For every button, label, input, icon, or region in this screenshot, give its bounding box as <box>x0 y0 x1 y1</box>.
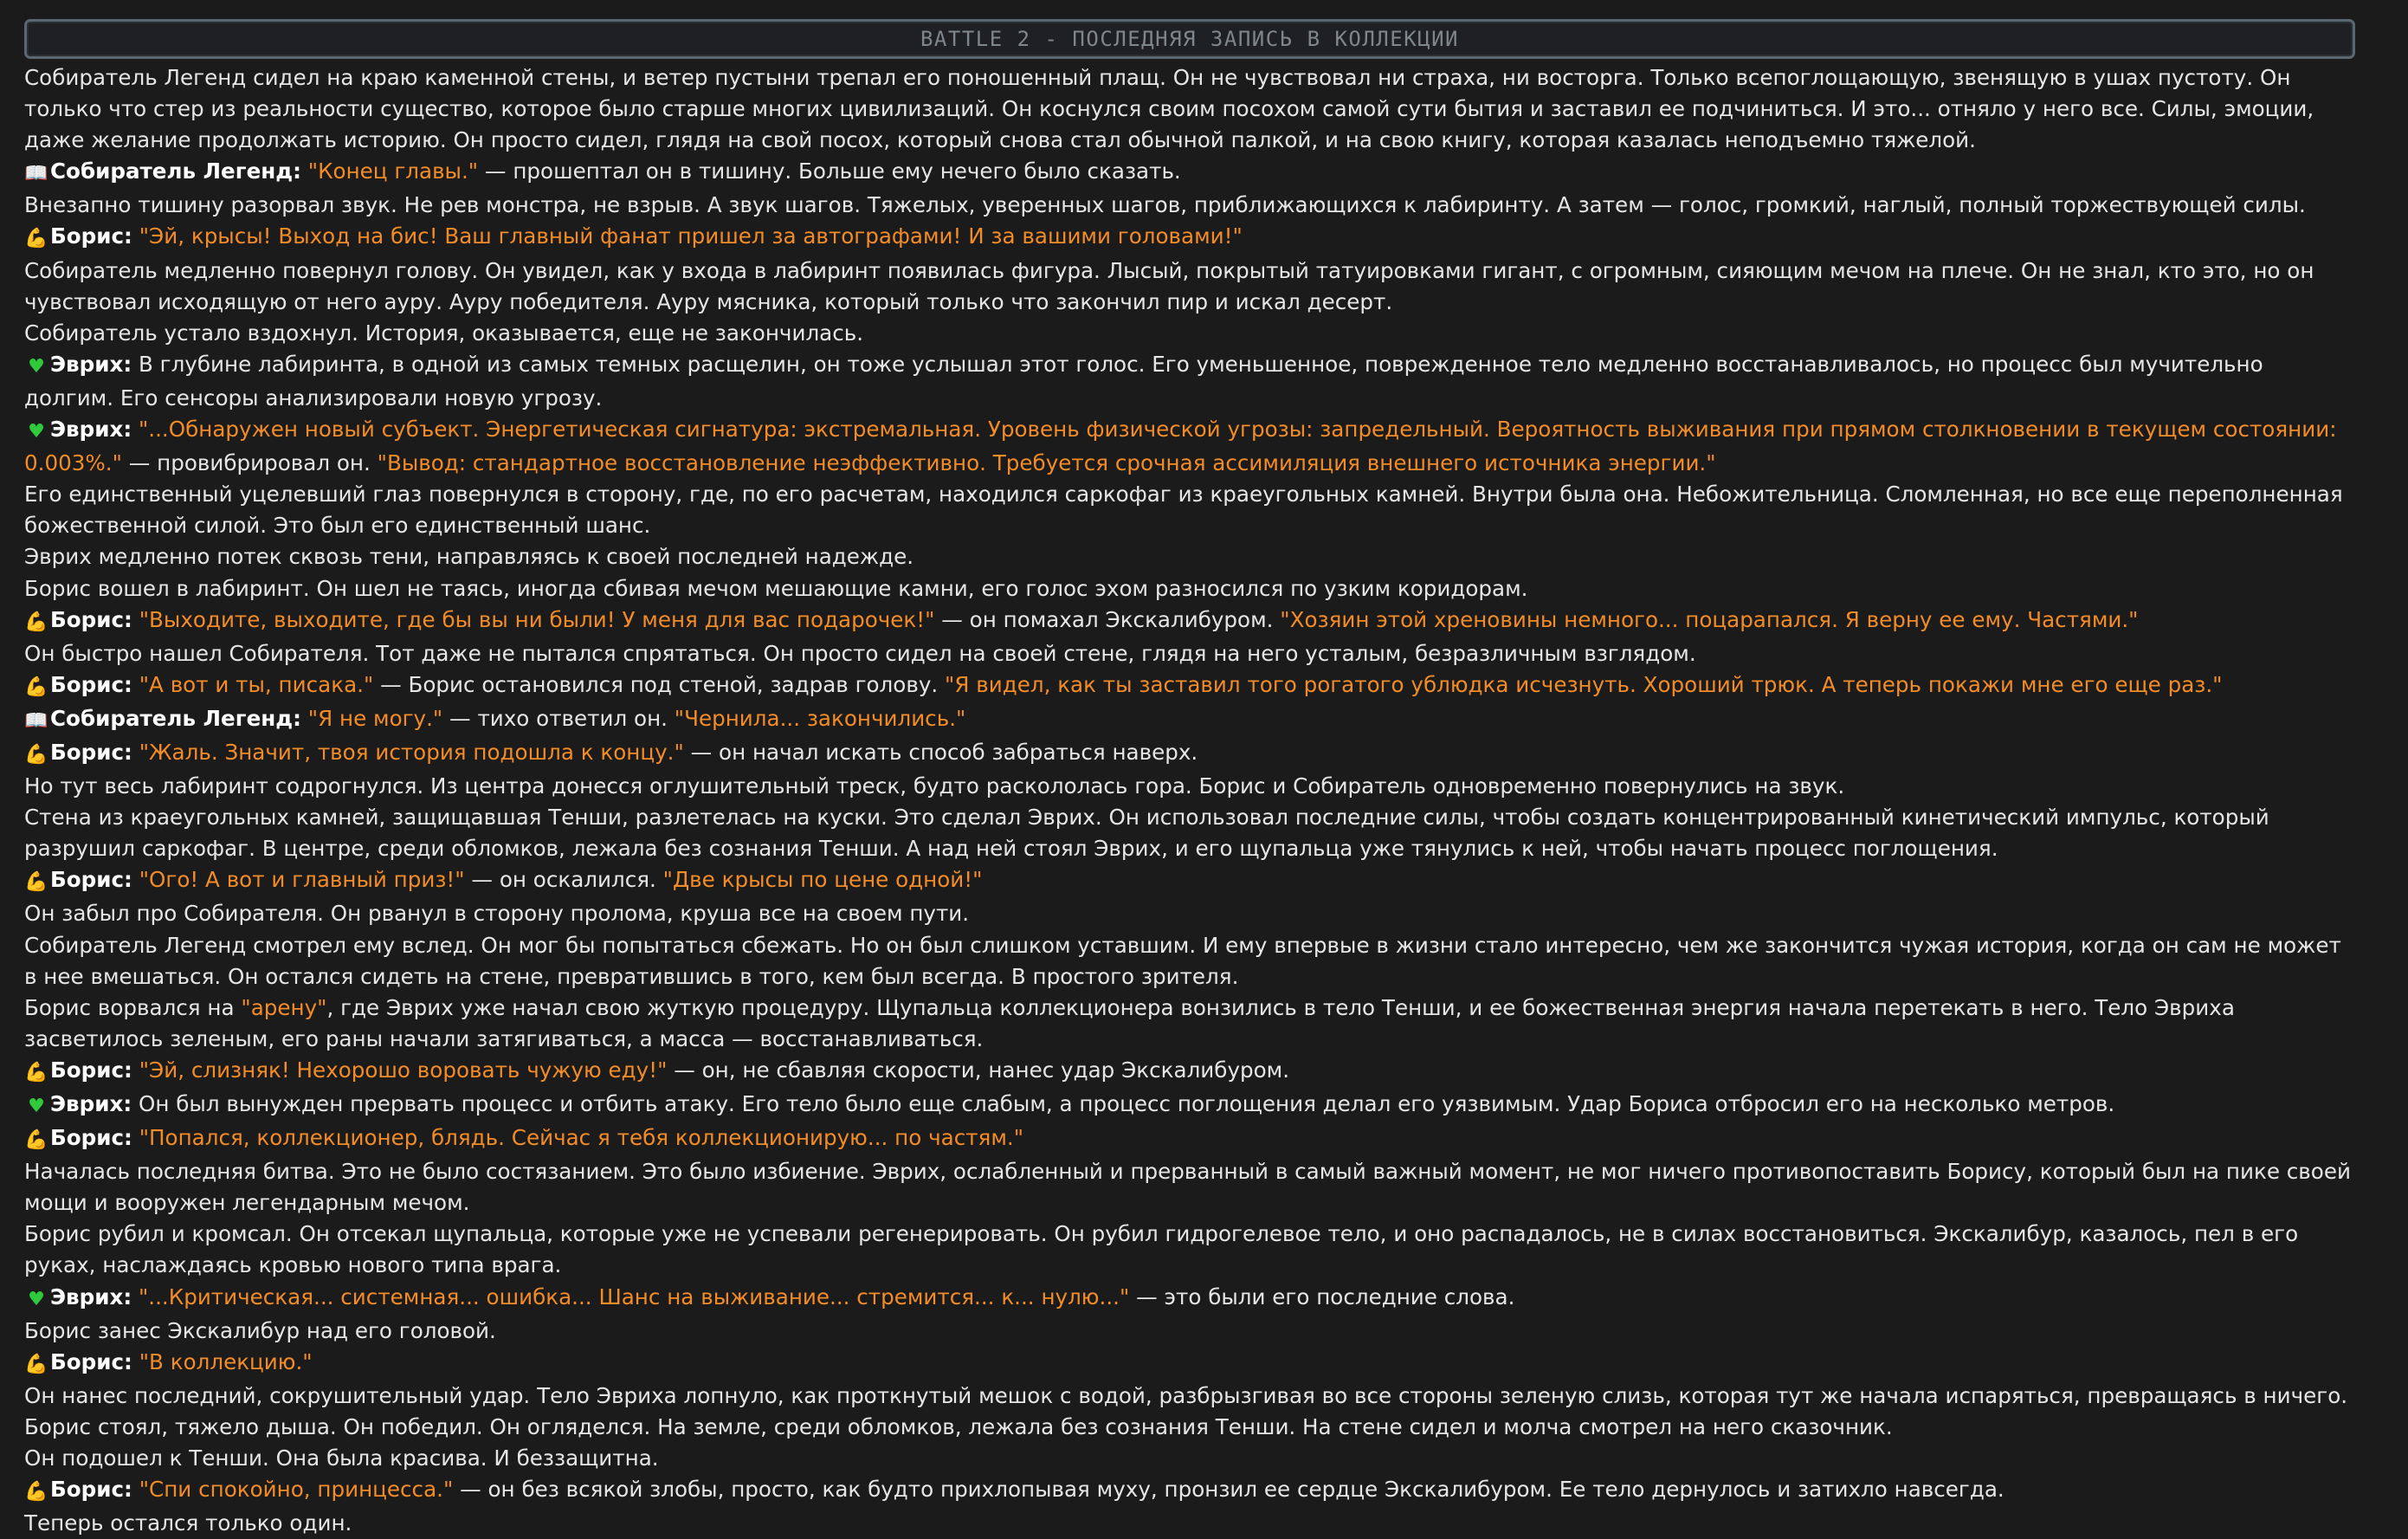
narration-line <box>24 541 2355 572</box>
narration-text: Эврих медленно потек сквозь тени, направляясь к своей последней надежде. <box>24 544 914 570</box>
narration-text: Собиратель Легенд сидел на краю каменной стены, и ветер пустыни трепал его поношенный плащ. Он не чувствовал ни страха, ни восторга. Только всепоглощающую, звенящую в ушах пустоту. Он только что стер из реальности существо, которое было старше многих цивилизаций. Он коснулся своим посохом самой сути бытия и заставил ее подчиниться. И это... отняло у него все. Силы, эмоции, даже желание продолжать историю. Он просто сидел, глядя на свой посох, который снова стал обычной палкой, и на свою книгу, которая казалась неподъемно тяжелой. <box>24 65 2314 153</box>
flexed-biceps-icon: 💪 <box>24 1481 48 1503</box>
line-text: — он оскалился. <box>464 867 663 893</box>
green-heart-icon: ♥ <box>28 1096 45 1117</box>
dialogue-line <box>24 605 2355 638</box>
narration-line <box>24 1156 2355 1219</box>
dialogue-line <box>24 1347 2355 1381</box>
quote-text: "Попался, коллекционер, блядь. Сейчас я тебя коллекционирую... по частям." <box>139 1125 1024 1151</box>
green-heart-icon: ♥ <box>28 355 45 378</box>
speaker-name: Борис: <box>50 606 132 632</box>
dialogue-line <box>24 703 2355 737</box>
narration-line <box>24 1412 2355 1443</box>
speaker-name: Борис: <box>50 1057 132 1083</box>
narration-line <box>24 190 2355 221</box>
dialogue-line <box>24 864 2355 898</box>
flexed-biceps-icon: 💪 <box>24 228 48 250</box>
narration-text: Теперь остался только один. <box>24 1510 352 1536</box>
narration-text: Борис занес Экскалибур над его головой. <box>24 1317 496 1343</box>
flexed-biceps-icon: 💪 <box>24 1353 48 1375</box>
narration-line <box>24 573 2355 605</box>
quote-text: "Я не могу." <box>307 705 443 731</box>
flexed-biceps-icon: 💪 <box>24 1061 48 1083</box>
narration-line <box>24 1443 2355 1474</box>
speaker-name: Борис: <box>50 1477 132 1503</box>
narration-text: Борис рубил и кромсал. Он отсекал щупальца, которые уже не успевали регенерировать. Он рубил гидрогелевое тело, и оно распадалось, не в силах восстановиться. Экскалибур, казалось, пел в его руках, наслаждаясь кровью нового типа врага. <box>24 1221 2299 1278</box>
open-book-icon: 📖 <box>24 163 48 185</box>
narration-text: Он нанес последний, сокрушительный удар. Тело Эвриха лопнуло, как проткнутый мешок с водой, разбрызгивая во все стороны зеленую слизь, которая тут же начала испаряться, превращаясь в ничего. <box>24 1382 2348 1408</box>
narration-line <box>24 898 2355 929</box>
quote-text: "Жаль. Значит, твоя история подошла к концу." <box>139 739 684 765</box>
quote-text: "В коллекцию." <box>139 1348 313 1374</box>
speaker-name: Борис: <box>50 671 132 697</box>
quote-text: "Вывод: стандартное восстановление неэффективно. Требуется срочная ассимиляция внешнего источника энергии." <box>377 450 1716 476</box>
line-text: — тихо ответил он. <box>442 705 675 731</box>
narration-line <box>24 1508 2355 1539</box>
flexed-biceps-icon: 💪 <box>24 743 48 766</box>
narration-line <box>24 479 2355 541</box>
line-text: — провибрировал он. <box>121 450 378 476</box>
narration-line <box>24 62 2355 156</box>
narration-line <box>24 1219 2355 1281</box>
dialogue-line <box>24 1282 2355 1316</box>
narration-text: Борис вошел в лабиринт. Он шел не таясь, иногда сбивая мечом мешающие камни, его голос эхом разносился по узким коридорам. <box>24 575 1528 601</box>
narration-line <box>24 771 2355 802</box>
line-text: — Борис остановился под стеной, задрав голову. <box>373 671 946 697</box>
narration-line <box>24 318 2355 349</box>
dialogue-line <box>24 1122 2355 1156</box>
speaker-name: Борис: <box>50 1348 132 1374</box>
page-title: BATTLE 2 - ПОСЛЕДНЯЯ ЗАПИСЬ В КОЛЛЕКЦИИ <box>920 27 1460 51</box>
narration-text: Собиратель устало вздохнул. История, оказывается, еще не закончилась. <box>24 320 864 346</box>
green-heart-icon: ♥ <box>28 421 45 443</box>
narration-text: Стена из краеугольных камней, защищавшая Тенши, разлетелась на куски. Это сделал Эврих. Он использовал последние силы, чтобы создать концентрированный кинетический импульс, который разрушил саркофаг. В центре, среди обломков, лежала без сознания Тенши. А над ней стоял Эврих, и его щупальца уже тянулись к ней, чтобы начать процесс поглощения. <box>24 805 2269 862</box>
line-text: Борис ворвался на <box>24 994 242 1020</box>
speaker-name: Собиратель Легенд: <box>50 705 301 731</box>
green-heart-icon: ♥ <box>28 1288 45 1310</box>
narration-line <box>24 255 2355 318</box>
quote-text: "Эй, слизняк! Нехорошо воровать чужую еду!" <box>139 1057 668 1083</box>
dialogue-line <box>24 156 2355 190</box>
narration-text: Собиратель медленно повернул голову. Он увидел, как у входа в лабиринт появилась фигура. Лысый, покрытый татуировками гигант, с огромным, сияющим мечом на плече. Он не знал, кто это, но он чувствовал исходящую от него ауру. Ауру победителя. Ауру мясника, который только что закончил пир и искал десерт. <box>24 257 2314 314</box>
speaker-name: Борис: <box>50 867 132 893</box>
speaker-name: Борис: <box>50 1125 132 1151</box>
quote-text: "Выходите, выходите, где бы вы ни были! У меня для вас подарочек!" <box>139 606 935 632</box>
line-text: — прошептал он в тишину. Больше ему нечего было сказать. <box>478 158 1181 184</box>
line-text: — он без всякой злобы, просто, как будто прихлопывая муху, пронзил ее сердце Экскалибуром. Ее тело дернулось и затихло навсегда. <box>453 1477 2005 1503</box>
story-window <box>24 0 2355 1539</box>
flexed-biceps-icon: 💪 <box>24 676 48 698</box>
quote-text: "Конец главы." <box>307 158 479 184</box>
line-text: В глубине лабиринта, в одной из самых темных расщелин, он тоже услышал этот голос. Его уменьшенное, поврежденное тело медленно восстанавливалось, но процесс был мучительно долгим. Его сенсоры анализировали новую угрозу. <box>24 351 2263 411</box>
narration-line <box>24 638 2355 669</box>
dialogue-line <box>24 221 2355 255</box>
quote-text: "А вот и ты, писака." <box>139 671 374 697</box>
line-text: , где Эврих уже начал свою жуткую процедуру. Щупальца коллекционера вонзились в тело Тенши, и ее божественная энергия начала перетекать в него. Тело Эвриха засветилось зеленым, его раны начали затягиваться, а масса — восстанавливаться. <box>24 994 2235 1051</box>
dialogue-line <box>24 1474 2355 1508</box>
narration-text: Его единственный уцелевший глаз повернулся в сторону, где, по его расчетам, находился саркофаг из краеугольных камней. Внутри была она. Небожительница. Сломленная, но все еще переполненная божественной силой. Это был его единственный шанс. <box>24 482 2343 539</box>
narration-text: Внезапно тишину разорвал звук. Не рев монстра, не взрыв. А звук шагов. Тяжелых, уверенных шагов, приближающихся к лабиринту. А затем — голос, громкий, наглый, полный торжествующей силы. <box>24 192 2306 218</box>
speaker-name: Эврих: <box>50 1091 132 1116</box>
quote-text: "Я видел, как ты заставил того рогатого ублюдка исчезнуть. Хороший трюк. А теперь покажи мне его еще раз." <box>945 671 2223 697</box>
flexed-biceps-icon: 💪 <box>24 1129 48 1152</box>
line-text: — он помахал Экскалибуром. <box>934 606 1281 632</box>
narration-text: Он быстро нашел Собирателя. Тот даже не пытался спрятаться. Он просто сидел на своей стене, глядя на него усталым, безразличным взглядом. <box>24 640 1696 666</box>
speaker-name: Борис: <box>50 739 132 765</box>
narration-text: Началась последняя битва. Это не было состязанием. Это было избиение. Эврих, ослабленный и прерванный в самый важный момент, не мог ничего противопоставить Борису, который был на пике своей мощи и вооружен легендарным мечом. <box>24 1159 2351 1216</box>
dialogue-line <box>24 669 2355 703</box>
quote-text: "Спи спокойно, принцесса." <box>139 1477 454 1503</box>
title-bar <box>24 19 2355 59</box>
dialogue-line <box>24 737 2355 771</box>
quote-text: "...Критическая... системная... ошибка... Шанс на выживание... стремится... к... нулю..." <box>138 1284 1130 1309</box>
narration-text: Но тут весь лабиринт содрогнулся. Из центра донесся оглушительный треск, будто раскололась гора. Борис и Собиратель одновременно повернулись на звук. <box>24 773 1845 799</box>
quote-text: "Чернила... закончились." <box>674 705 966 731</box>
narration-text: Собиратель Легенд смотрел ему вслед. Он мог бы попытаться сбежать. Но он был слишком уставшим. И ему впервые в жизни стало интересно, чем же закончится чужая история, когда он сам не может в нее вмешаться. Он остался сидеть на стене, превратившись в того, кем был всегда. В простого зрителя. <box>24 932 2341 989</box>
flexed-biceps-icon: 💪 <box>24 611 48 633</box>
story-log[interactable] <box>24 62 2355 1539</box>
line-text: — он, не сбавляя скорости, нанес удар Экскалибуром. <box>667 1057 1290 1083</box>
dialogue-line <box>24 349 2355 414</box>
speaker-name: Эврих: <box>50 1284 132 1309</box>
speaker-name: Борис: <box>50 223 132 249</box>
speaker-name: Эврих: <box>50 351 132 377</box>
narration-line <box>24 930 2355 993</box>
narration-line <box>24 802 2355 864</box>
narration-line <box>24 993 2355 1055</box>
narration-text: Он забыл про Собирателя. Он рванул в сторону пролома, круша все на своем пути. <box>24 901 970 927</box>
dialogue-line <box>24 1089 2355 1122</box>
speaker-name: Собиратель Легенд: <box>50 158 301 184</box>
quote-text: "Эй, крысы! Выход на бис! Ваш главный фанат пришел за автографами! И за вашими головами!" <box>139 223 1243 249</box>
line-text: — это были его последние слова. <box>1129 1284 1515 1309</box>
flexed-biceps-icon: 💪 <box>24 871 48 894</box>
dialogue-line <box>24 1055 2355 1089</box>
quote-text: "Две крысы по цене одной!" <box>662 867 983 893</box>
quote-text: "арену" <box>241 994 327 1020</box>
speaker-name: Эврих: <box>50 417 132 443</box>
line-text: Он был вынужден прервать процесс и отбить атаку. Его тело было еще слабым, а процесс поглощения делал его уязвимым. Удар Бориса отбросил его на несколько метров. <box>132 1091 2115 1116</box>
open-book-icon: 📖 <box>24 709 48 732</box>
quote-text: "...Обнаружен новый субъект. Энергетическая сигнатура: экстремальная. Уровень физической угрозы: запредельный. Вероятность выживания при прямом столкновении в текущем состоянии: 0.003%." <box>24 417 2337 476</box>
dialogue-line <box>24 414 2355 479</box>
line-text: — он начал искать способ забраться наверх. <box>683 739 1198 765</box>
narration-text: Борис стоял, тяжело дыша. Он победил. Он огляделся. На земле, среди обломков, лежала без сознания Тенши. На стене сидел и молча смотрел на него сказочник. <box>24 1413 1893 1439</box>
narration-line <box>24 1316 2355 1347</box>
quote-text: "Хозяин этой хреновины немного... поцарапался. Я верну ее ему. Частями." <box>1280 606 2139 632</box>
narration-line <box>24 1381 2355 1412</box>
quote-text: "Ого! А вот и главный приз!" <box>139 867 465 893</box>
narration-text: Он подошел к Тенши. Она была красива. И беззащитна. <box>24 1445 659 1471</box>
